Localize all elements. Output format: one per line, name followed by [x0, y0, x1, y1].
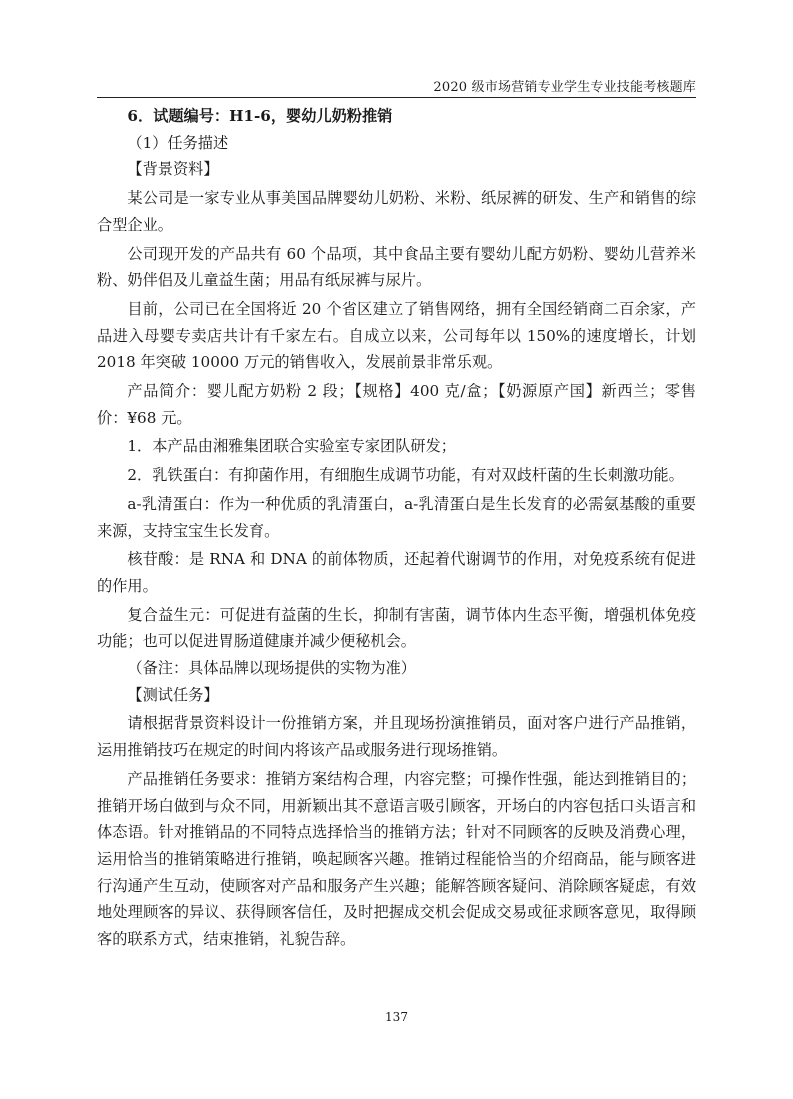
note-brand: （备注：具体品牌以现场提供的实物为准） — [127, 659, 416, 678]
paragraph-nucleotides: 核苷酸：是 RNA 和 DNA 的前体物质，还起着代谢调节的作用，对免疫系统有促进的作用。 — [97, 550, 696, 595]
paragraph-prebiotics: 复合益生元：可促进有益菌的生长，抑制有害菌，调节体内生态平衡，增强机体免疫功能；也可以促进胃肠道健康并减少便秘机会。 — [97, 605, 696, 651]
header-rule — [97, 97, 696, 98]
paragraph-product-range: 公司现开发的产品共有 60 个品项，其中食品主要有婴幼儿配方奶粉、婴幼儿营养米粉、奶伴侣及儿童益生菌；用品有纸尿裤与尿片。 — [97, 244, 696, 290]
paragraph-sales-network: 目前，公司已在全国将近 20 个省区建立了销售网络，拥有全国经销商二百余家，产品进入母婴专卖店共计有千家左右。自成立以来，公司每年以 150%的速度增长，计划 2018 年突破 10000 万元的销售收入，发展前景非常乐观。 — [97, 299, 696, 372]
paragraph-product-brief: 产品简介：婴儿配方奶粉 2 段；【规格】400 克/盒；【奶源原产国】新西兰；零售价：¥68 元。 — [97, 382, 696, 427]
list-item-research: 1．本产品由湘雅集团联合实验室专家团队研发； — [127, 437, 456, 456]
section-heading-task-description: （1）任务描述 — [127, 133, 229, 152]
paragraph-task-instructions: 请根据背景资料设计一份推销方案，并且现场扮演推销员，面对客户进行产品推销，运用推销技巧在规定的时间内将该产品或服务进行现场推销。 — [97, 714, 696, 760]
document-body — [97, 103, 696, 953]
page-number: 137 — [385, 1010, 408, 1024]
running-header: 2020 级市场营销专业学生专业技能考核题库 — [433, 80, 696, 95]
paragraph-company-intro: 某公司是一家专业从事美国品牌婴幼儿奶粉、米粉、纸尿裤的研发、生产和销售的综合型企业。 — [97, 189, 696, 234]
paragraph-task-requirements: 产品推销任务要求：推销方案结构合理，内容完整；可操作性强，能达到推销目的；推销开场白做到与众不同，用新颖出其不意语言吸引顾客，开场白的内容包括口头语言和体态语。针对推销品的不同特点选择恰当的推销方法；针对不同顾客的反映及消费心理，运用恰当的推销策略进行推销，唤起顾客兴趣。推销过程能恰当的介绍商品，能与顾客进行沟通产生互动，使顾客对产品和服务产生兴趣；能解答顾客疑问、消除顾客疑虑，有效地处理顾客的异议、获得顾客信任，及时把握成交机会促成交易或征求顾客意见，取得顾客的联系方式，结束推销，礼貌告辞。 — [97, 769, 696, 949]
question-title: 6．试题编号：H1-6，婴幼儿奶粉推销 — [127, 107, 393, 125]
subheading-test-task: 【测试任务】 — [127, 685, 219, 704]
subheading-background: 【背景资料】 — [127, 160, 219, 179]
paragraph-whey-protein: a-乳清蛋白：作为一种优质的乳清蛋白，a-乳清蛋白是生长发育的必需氨基酸的重要来源，支持宝宝生长发育。 — [97, 494, 696, 540]
list-item-lactoferrin: 2．乳铁蛋白：有抑菌作用，有细胞生成调节功能，有对双歧杆菌的生长刺激功能。 — [127, 466, 684, 485]
